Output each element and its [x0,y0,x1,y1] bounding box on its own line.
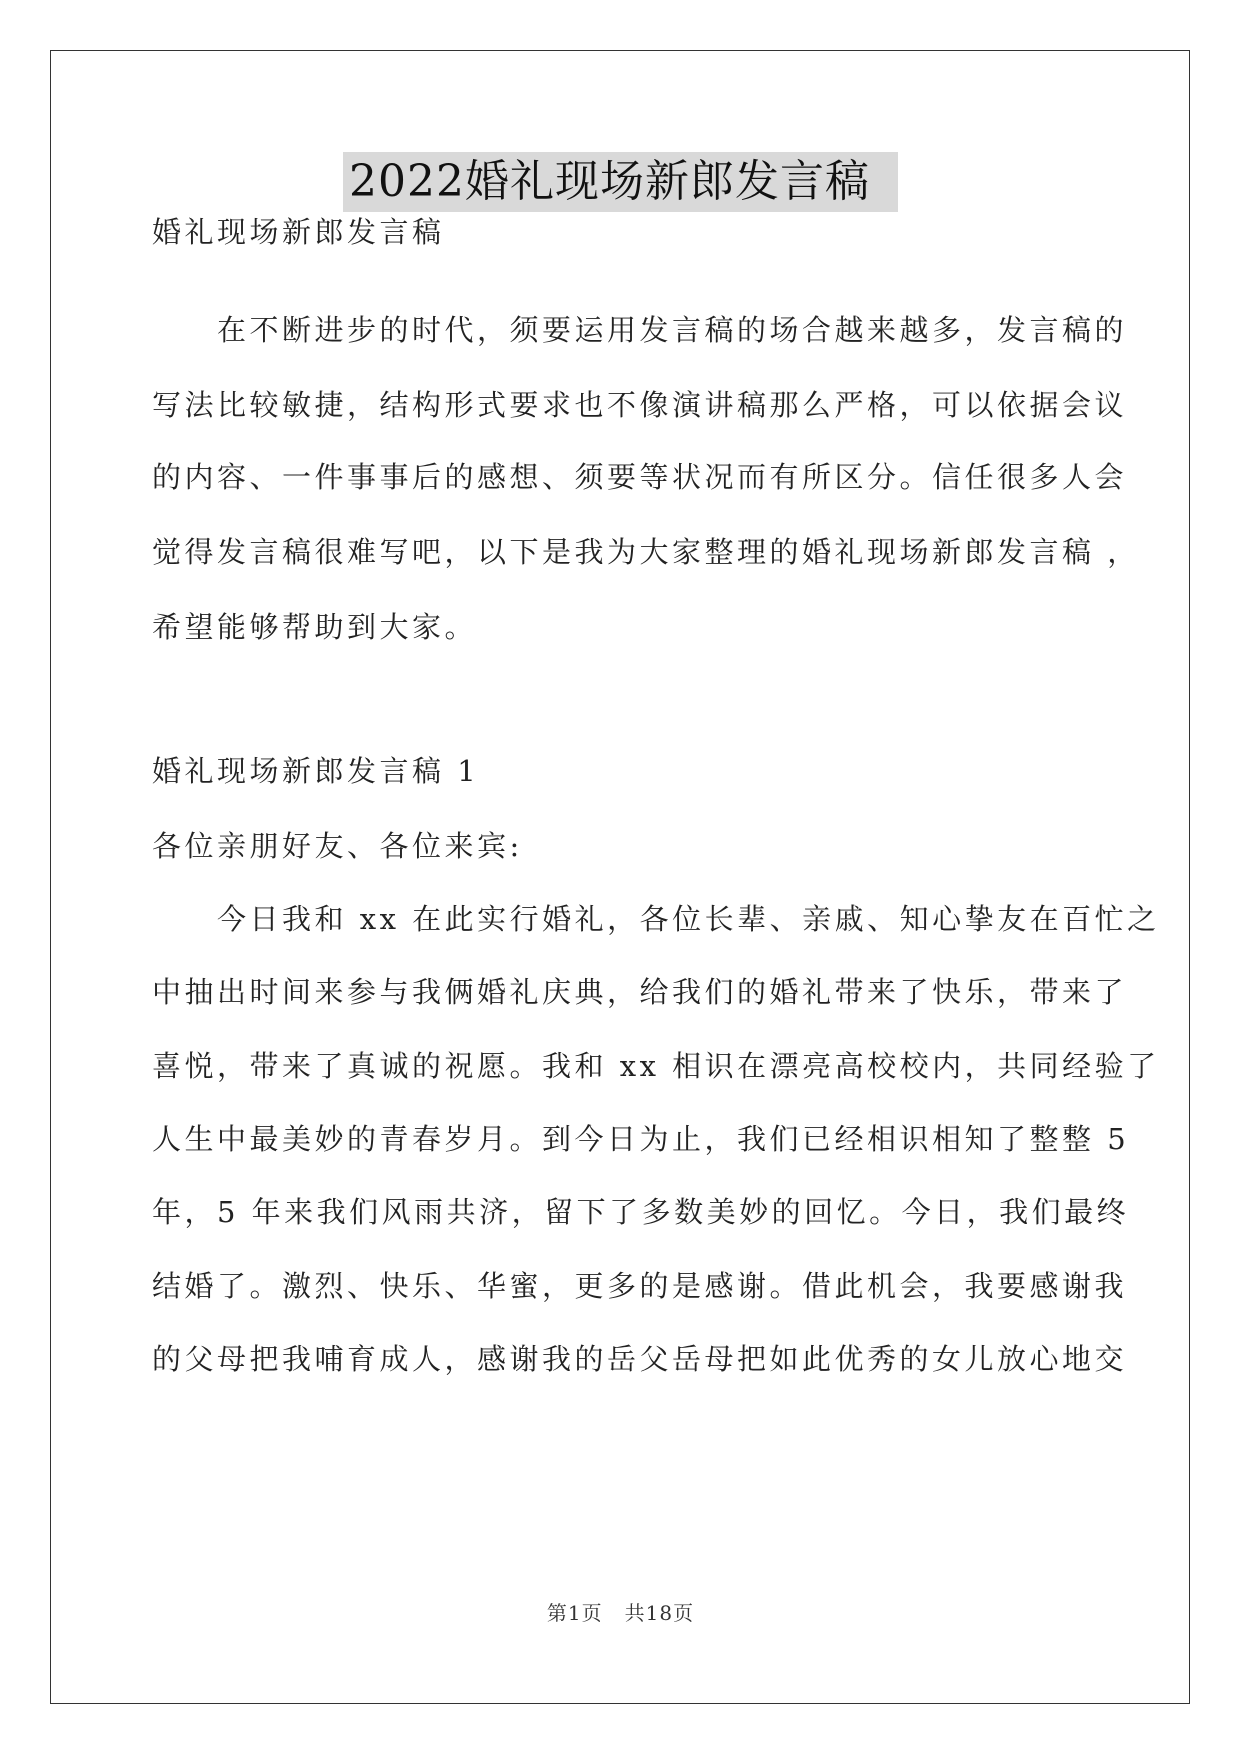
paragraph-line: 喜悦，带来了真诚的祝愿。我和 xx 相识在漂亮高校校内，共同经验了 [152,1049,1160,1083]
paragraph-line: 中抽出时间来参与我俩婚礼庆典，给我们的婚礼带来了快乐，带来了 [152,975,1128,1009]
paragraph-line: 人生中最美妙的青春岁月。到今日为止，我们已经相识相知了整整 5 [152,1122,1130,1156]
page-total: 共18页 [624,1601,695,1625]
paragraph-line: 的内容、一件事事后的感想、须要等状况而有所区分。信任很多人会 [152,460,1128,494]
paragraph-line: 结婚了。激烈、快乐、华蜜，更多的是感谢。借此机会，我要感谢我 [152,1269,1128,1303]
title-container [0,152,1241,212]
paragraph-line: 写法比较敏捷，结构形式要求也不像演讲稿那么严格，可以依据会议 [152,388,1128,422]
page-footer [0,1597,1241,1626]
paragraph-line: 的父母把我哺育成人，感谢我的岳父岳母把如此优秀的女儿放心地交 [152,1342,1128,1376]
paragraph-line: 今日我和 xx 在此实行婚礼，各位长辈、亲戚、知心挚友在百忙之 [152,902,1160,936]
paragraph-line: 希望能够帮助到大家。 [152,610,478,644]
subtitle-line: 婚礼现场新郎发言稿 [152,215,445,249]
page-border [50,50,1190,1704]
page-number: 第1页 [546,1601,603,1625]
paragraph-line: 在不断进步的时代，须要运用发言稿的场合越来越多，发言稿的 [152,313,1128,347]
paragraph-line: 觉得发言稿很难写吧，以下是我为大家整理的婚礼现场新郎发言稿 ， [152,535,1140,569]
section-heading: 婚礼现场新郎发言稿 1 [152,754,480,788]
paragraph-line: 年，5 年来我们风雨共济，留下了多数美妙的回忆。今日，我们最终 [152,1195,1130,1229]
document-title: 2022婚礼现场新郎发言稿 [343,152,898,212]
salutation-line: 各位亲朋好友、各位来宾: [152,829,523,863]
